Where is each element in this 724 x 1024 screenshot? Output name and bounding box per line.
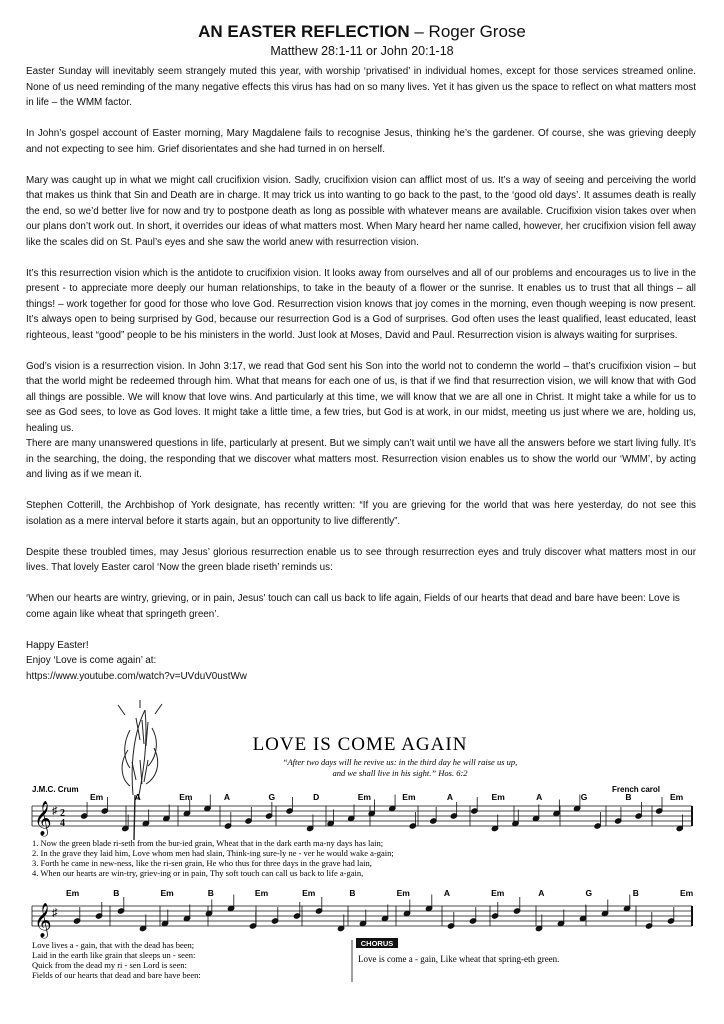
paragraph: ‘When our hearts are wintry, grieving, or in pain, Jesus' touch can call us back to life again, Fields of our hearts that dead and bare have been: Love is come again like wheat that springeth green’. xyxy=(26,593,680,620)
youtube-link[interactable]: https://www.youtube.com/watch?v=UVduV0ustWw xyxy=(26,670,247,682)
key-signature-icon: ♯ xyxy=(52,805,58,817)
verse-row2-2: Laid in the earth like grain that sleeps un - seen: xyxy=(32,950,196,960)
chord-label: B xyxy=(113,888,120,898)
page-subtitle: Matthew 28:1-11 or John 20:1-18 xyxy=(270,44,454,58)
page-title xyxy=(0,22,724,42)
chord-label: B xyxy=(625,792,632,802)
chorus-label: CHORUS xyxy=(360,939,394,948)
chord-label: Em xyxy=(179,792,193,802)
chord-row-2 xyxy=(66,888,694,898)
chord-label: A xyxy=(538,888,545,898)
hymn-author: J.M.C. Crum xyxy=(32,785,79,794)
hymn-title: LOVE IS COME AGAIN xyxy=(252,734,468,755)
hymn-epigraph-2: and we shall live in his sight.” Hos. 6:2 xyxy=(332,768,468,778)
hymn-source: French carol xyxy=(612,785,661,794)
chord-label: Em xyxy=(491,792,505,802)
staff-1 xyxy=(32,806,692,826)
chord-label: G xyxy=(580,792,588,802)
chord-row-1 xyxy=(90,792,684,802)
paragraph: Despite these troubled times, may Jesus’ glorious resurrection enable us to see through resurrection eyes and truly discover what matters most in our lives. That lovely Easter carol ‘Now the green blade riseth’ reminds us: xyxy=(26,546,696,573)
sheet-music xyxy=(30,700,694,990)
chord-label: B xyxy=(349,888,356,898)
paragraph: God’s vision is a resurrection vision. In John 3:17, we read that God sent his Son into the world not to condemn the world – that’s crucifixion vision – but that the world might be redeemed through him. What that means for each one of us, is that if we find that resurrection vision, we will know that with God all things are possible. We will know that love wins. And particularly at this time, we will know that we are all one in Christ. It might take a while for us to see as God sees, to love as God loves. It might take a little time, a few tries, but God is at work, in our midst, meeting us just where we are, holding us, healing us. xyxy=(26,360,696,434)
chord-label: Em xyxy=(160,888,174,898)
key-signature-icon: ♯ xyxy=(52,907,58,919)
closing xyxy=(26,638,696,685)
paragraph: In John’s gospel account of Easter morning, Mary Magdalene fails to recognise Jesus, thinking he’s the gardener. Of course, she was grieving deeply and not expecting to see him. Grief disorientates and she had turned in on herself. xyxy=(26,128,696,155)
chord-label: Em xyxy=(680,888,694,898)
chord-label: Em xyxy=(402,792,416,802)
verse-row2-4: Fields of our hearts that dead and bare have been: xyxy=(32,970,201,980)
chord-label: A xyxy=(443,888,450,898)
chord-label: Em xyxy=(670,792,684,802)
chord-label: D xyxy=(313,792,320,802)
chord-label: Em xyxy=(357,792,371,802)
chord-label: Em xyxy=(302,888,316,898)
time-signature-top: 2 xyxy=(60,808,65,819)
chord-label: G xyxy=(268,792,276,802)
chord-label: Em xyxy=(90,792,104,802)
verse-row2-1: Love lives a - gain, that with the dead has been; xyxy=(32,940,195,950)
chord-label: B xyxy=(207,888,214,898)
chord-label: A xyxy=(134,792,141,802)
treble-clef-icon: 𝄞 xyxy=(34,802,52,835)
hymn-epigraph-1: “After two days will he revive us: in the third day he will raise us up, xyxy=(282,757,518,767)
paragraph: Stephen Cotterill, the Archbishop of York designate, has recently written: “If you are grieving for the world that was here yesterday, do not see this isolation as a mere interval before it starts again, but an opportunity to live differently”. xyxy=(26,500,696,527)
paragraph: There are many unanswered questions in life, particularly at present. But we simply can’t wait until we have all the answers before we start living fully. It’s in the searching, the doing, the responding that we discover what matters most. Resurrection vision enables us to show the world our ‘WMM’, by acting and living as if we mean it. xyxy=(26,438,696,480)
chord-label: G xyxy=(585,888,593,898)
paragraph: It’s this resurrection vision which is the antidote to crucifixion vision. It looks away from ourselves and all of our problems and encourages us to live in the present - to appreciate more deeply our human relationships, to take in the beauty of a flower or the sunrise. It enables us to trust that all things – all things! – work together for good for those who love God. Resurrection vision knows that joy comes in the morning, even though weeping is now present. It’s always open to being surprised by God, because our resurrection God is a God of surprises. God often uses the least qualified, least educated, least righteous, least “good” people to be his ministers in the world. Just look at Moses, David and Paul. Resurrection vision is always waiting for surprises. xyxy=(26,267,696,341)
time-signature-bottom: 4 xyxy=(60,818,65,829)
chord-label: A xyxy=(536,792,543,802)
verse-2: 2. In the grave they laid him, Love whom men had slain, Think-ing sure-ly ne - ver he would wake a-gain; xyxy=(32,848,394,858)
chorus-text: Love is come a - gain, Like wheat that spring-eth green. xyxy=(358,954,560,964)
verse-3: 3. Forth he came in new-ness, like the ri-sen grain, He who thus for three days in the grave had lain, xyxy=(32,858,372,868)
sheet-music-svg xyxy=(30,700,694,990)
chord-label: Em xyxy=(254,888,269,898)
paragraph: Easter Sunday will inevitably seem strangely muted this year, with worship ‘privatised’ in individual homes, except for those services streamed online. None of us need reminding of the many negative effects this virus has had on so many lives. Yet it has given us the space to reflect on what matters most in life – the WMM factor. xyxy=(26,66,696,108)
paragraph: Mary was caught up in what we might call crucifixion vision. Sadly, crucifixion vision can afflict most of us. It’s a way of seeing and perceiving the world that makes us think that Sin and Death are in charge. It may trick us into wanting to go back to the past, to the ‘good old days’. It assumes death is really the end, so we’d better live for now and try to postpone death as long as possible with whatever means are available. Crucifixion vision takes over when our plans don’t work out. In short, it overrides our ideas of what matters most. When Mary heard her name called, however, her crucifixion vision fell away like the scales did on St. Paul’s eyes and she saw the world anew with resurrection vision. xyxy=(26,174,696,248)
chord-label: Em xyxy=(66,888,80,898)
verse-row2-3: Quick from the dead my ri - sen Lord is seen: xyxy=(32,960,187,970)
chord-label: B xyxy=(632,888,639,898)
chord-label: Em xyxy=(491,888,505,898)
verse-1: 1. Now the green blade ri-seth from the bur-ied grain, Wheat that in the dark earth ma-ny days has lain; xyxy=(32,838,384,848)
title-bold: AN EASTER REFLECTION xyxy=(198,22,410,41)
closing-enjoy: Enjoy ‘Love is come again’ at: xyxy=(26,655,157,666)
chord-label: A xyxy=(223,792,230,802)
chord-label: Em xyxy=(396,888,410,898)
closing-greeting: Happy Easter! xyxy=(26,639,89,651)
chord-label: A xyxy=(446,792,454,802)
title-author: – Roger Grose xyxy=(409,22,526,41)
verse-4: 4. When our hearts are win-try, griev-ing or in pain, Thy soft touch can call us back to life a-gain, xyxy=(32,868,364,878)
treble-clef-icon: 𝄞 xyxy=(34,904,52,937)
article-body xyxy=(26,64,696,684)
wheat-illustration xyxy=(118,700,162,840)
